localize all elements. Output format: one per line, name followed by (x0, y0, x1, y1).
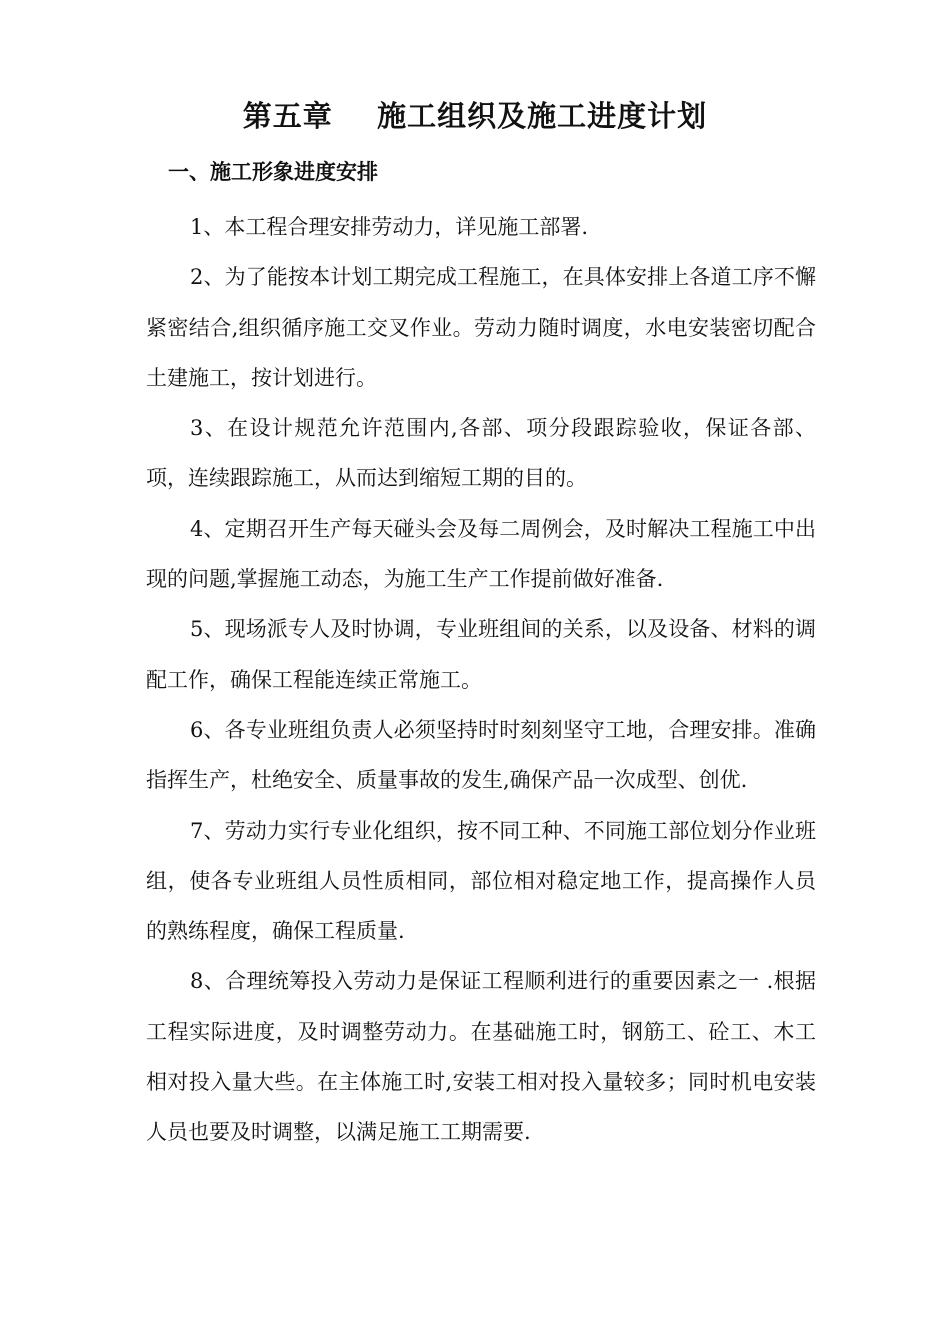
section-heading: 一、施工形象进度安排 (168, 160, 378, 184)
document-body (146, 202, 816, 1158)
paragraph-3: 3、在设计规范允许范围内,各部、项分段跟踪验收，保证各部、项，连续跟踪施工，从而达到缩短工期的目的。 (146, 416, 816, 491)
paragraph-7: 7、劳动力实行专业化组织，按不同工种、不同施工部位划分作业班组，使各专业班组人员性质相同，部位相对稳定地工作，提高操作人员的熟练程度，确保工程质量. (146, 818, 816, 944)
paragraph-4: 4、定期召开生产每天碰头会及每二周例会，及时解决工程施工中出现的问题,掌握施工动态，为施工生产工作提前做好准备. (146, 516, 816, 592)
paragraph-6: 6、各专业班组负责人必须坚持时时刻刻坚守工地，合理安排。准确指挥生产，杜绝安全、质量事故的发生,确保产品一次成型、创优. (146, 717, 816, 793)
paragraph-1: 1、本工程合理安排劳动力，详见施工部署. (190, 215, 589, 239)
paragraph-2: 2、为了能按本计划工期完成工程施工，在具体安排上各道工序不懈紧密结合,组织循序施工交叉作业。劳动力随时调度，水电安装密切配合土建施工，按计划进行。 (146, 265, 816, 390)
paragraph-8: 8、合理统筹投入劳动力是保证工程顺利进行的重要因素之一 .根据工程实际进度，及时调整劳动力。在基础施工时，钢筋工、砼工、木工相对投入量大些。在主体施工时,安装工相对投入量较多；同时机电安装人员也要及时调整，以满足施工工期需要. (146, 969, 816, 1145)
paragraph-5: 5、现场派专人及时协调，专业班组间的关系，以及设备、材料的调配工作，确保工程能连续正常施工。 (146, 617, 816, 692)
chapter-title: 第五章 施工组织及施工进度计划 (242, 99, 708, 133)
